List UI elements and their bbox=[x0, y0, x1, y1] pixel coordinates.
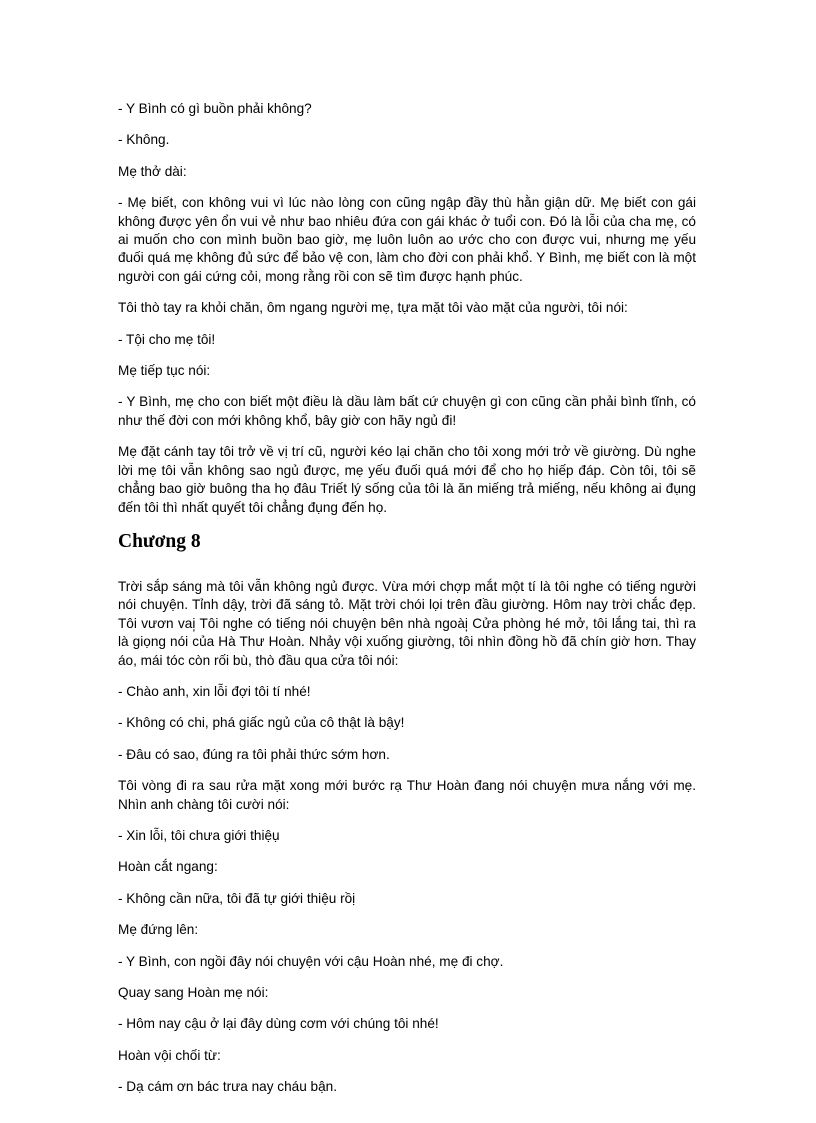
paragraph: - Xin lỗi, tôi chưa giới thiệụ bbox=[118, 827, 280, 843]
paragraph: - Đâu có sao, đúng ra tôi phải thức sớm hơn. bbox=[118, 746, 390, 762]
paragraph: Tôi thò tay ra khỏi chăn, ôm ngang người mẹ, tựa mặt tôi vào mặt của người, tôi nói: bbox=[118, 300, 628, 316]
paragraph: - Tội cho mẹ tôi! bbox=[118, 331, 216, 347]
document-body bbox=[118, 100, 696, 1110]
paragraph: Quay sang Hoàn mẹ nói: bbox=[118, 985, 269, 1000]
paragraph: Mẹ đứng lên: bbox=[118, 922, 199, 938]
paragraph: Mẹ thở dài: bbox=[118, 163, 187, 179]
paragraph: - Y Bình, mẹ cho con biết một điều là dầu làm bất cứ chuyện gì con cũng cần phải bình tĩnh, có như thế đời con mới không khổ, bây giờ con hãy ngủ đi! bbox=[118, 394, 696, 428]
paragraph: Mẹ tiếp tục nói: bbox=[118, 363, 211, 379]
paragraph: - Chào anh, xin lỗi đợi tôi tí nhé! bbox=[118, 683, 311, 699]
paragraph: - Mẹ biết, con không vui vì lúc nào lòng con cũng ngập đầy thù hằn giận dữ. Mẹ biết con gái không được yên ổn vui vẻ như bao nhiêu đứa con gái khác ở tuổi con. Đó là lỗi của cha mẹ, có ai muốn cho con mình buồn bao giờ, mẹ luôn luôn ao ước cho con được vui, nhưng mẹ yếu đuối quá mẹ không đủ sức để bảo vệ con, làm cho đời con phải khổ. Y Bình, mẹ biết con là một người con gái cứng cỏi, mong rằng rồi con sẽ tìm được hạnh phúc. bbox=[118, 195, 696, 284]
chapter-heading: Chương 8 bbox=[118, 530, 201, 552]
paragraph: - Không có chi, phá giấc ngủ của cô thật là bậy! bbox=[118, 715, 405, 731]
paragraph: - Y Bình, con ngồi đây nói chuyện với cậu Hoàn nhé, mẹ đi chợ. bbox=[118, 953, 504, 969]
paragraph: Tôi vòng đi ra sau rửa mặt xong mới bước rạ Thư Hoàn đang nói chuyện mưa nắng với mẹ. Nhìn anh chàng tôi cười nói: bbox=[118, 778, 696, 812]
paragraph: - Y Bình có gì buồn phải không? bbox=[118, 101, 312, 116]
paragraph: - Dạ cám ơn bác trưa nay cháu bận. bbox=[118, 1079, 338, 1095]
paragraph: - Không cần nữa, tôi đã tự giới thiệu rồị bbox=[118, 890, 356, 906]
paragraph: Mẹ đặt cánh tay tôi trở về vị trí cũ, người kéo lại chăn cho tôi xong mới trở về giường. Dù nghe lời mẹ tôi vẫn không sao ngủ được, mẹ yếu đuối quá mới để cho họ hiếp đáp. Còn tôi, tôi sẽ chẳng bao giờ buông tha họ đâu Triết lý sống của tôi là ăn miếng trả miếng, nếu không ai đụng đến tôi thì nhất quyết tôi chẳng đụng đến họ. bbox=[118, 444, 696, 515]
paragraph: Trời sắp sáng mà tôi vẫn không ngủ được. Vừa mới chợp mắt một tí là tôi nghe có tiếng người nói chuyện. Tỉnh dậy, trời đã sáng tỏ. Mặt trời chói lọi trên đầu giường. Hôm nay trời chắc đẹp. Tôi vươn vai̦ Tôi nghe có tiếng nói chuyện bên nhà ngoài̦ Cửa phòng hé mở, tôi lắng tai, thì ra là giọng nói của Hà Thư Hoàn. Nhảy vội xuống giường, tôi nhìn đồng hồ đã chín giờ hơn. Thay áo, mái tóc còn rối bù, thò đầu qua cửa tôi nói: bbox=[118, 578, 696, 668]
paragraph: Hoàn cắt ngang: bbox=[118, 859, 218, 875]
paragraph: - Hôm nay cậu ở lại đây dùng cơm với chúng tôi nhé! bbox=[118, 1016, 439, 1032]
paragraph: Hoàn vội chối từ: bbox=[118, 1047, 221, 1063]
paragraph: - Không. bbox=[118, 132, 170, 148]
